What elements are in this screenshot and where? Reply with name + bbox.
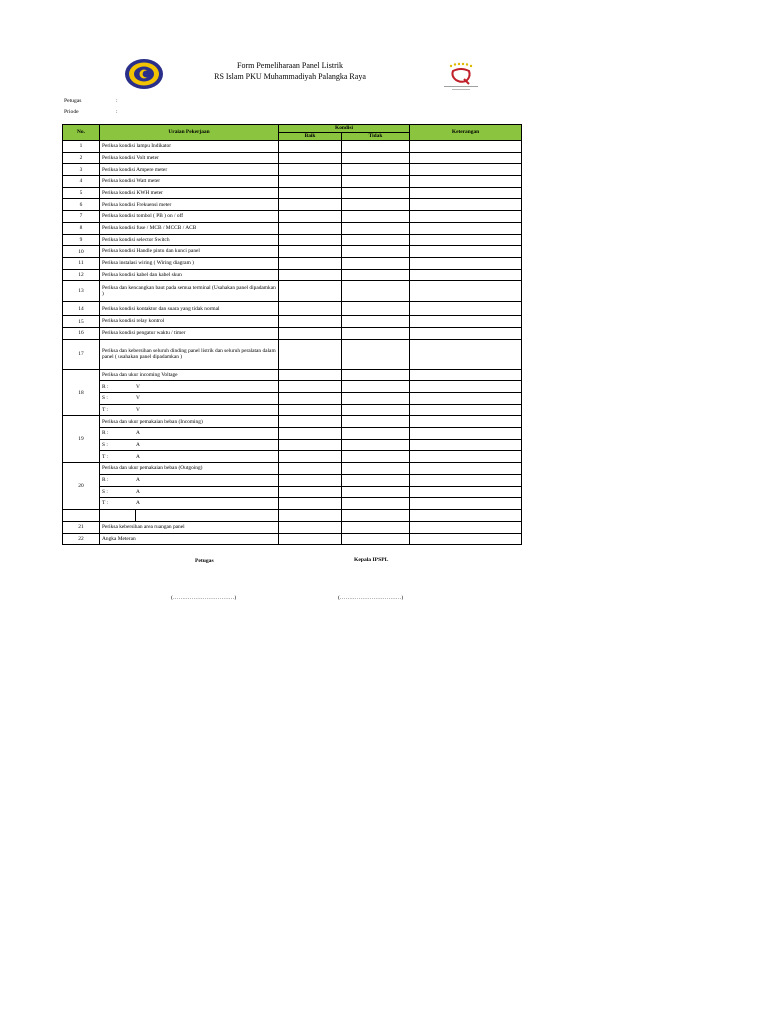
cell-baik[interactable] — [279, 463, 342, 475]
table-row-blank — [63, 509, 522, 521]
cell-tidak[interactable] — [342, 474, 410, 486]
cell-tidak[interactable] — [342, 439, 410, 451]
cell-baik[interactable] — [279, 521, 342, 533]
row-no: 7 — [63, 211, 100, 223]
signature-kepala-title: Kepala IPSPL — [354, 557, 389, 563]
signature-petugas-title: Petugas — [195, 558, 214, 564]
row-measure[interactable] — [100, 393, 279, 405]
row-desc: Periksa dan kencangkan baut pada semua terminal (Usahakan panel dipadamkan ) — [100, 281, 279, 302]
cell-keterangan[interactable] — [410, 339, 522, 369]
cell-keterangan[interactable] — [410, 521, 522, 533]
row-measure[interactable] — [100, 498, 279, 510]
row-no: 4 — [63, 176, 100, 188]
cell-keterangan[interactable] — [410, 404, 522, 416]
row-no: 3 — [63, 164, 100, 176]
row-no: 20 — [63, 463, 100, 510]
row-desc: Periksa kondisi relay kontrol — [100, 316, 279, 328]
phase-label: S : — [102, 395, 108, 402]
cell-tidak[interactable] — [342, 393, 410, 405]
cell-keterangan[interactable] — [410, 176, 522, 188]
table-row — [63, 451, 522, 463]
cell-tidak[interactable] — [342, 257, 410, 269]
cell-keterangan[interactable] — [410, 234, 522, 246]
row-desc: Periksa kondisi Watt meter — [100, 176, 279, 188]
table-row — [63, 463, 522, 475]
row-no: 21 — [63, 521, 100, 533]
cell-tidak[interactable] — [342, 246, 410, 258]
row-no: 2 — [63, 152, 100, 164]
cell-tidak[interactable] — [342, 521, 410, 533]
row-desc: Periksa dan ukur pemakaian beban (Outgoing) — [100, 463, 279, 475]
cell-tidak[interactable] — [342, 199, 410, 211]
cell-tidak[interactable] — [342, 176, 410, 188]
row-desc: Angka Meteran — [100, 533, 279, 545]
cell-keterangan[interactable] — [410, 199, 522, 211]
title-line-1: Form Pemeliharaan Panel Listrik — [237, 61, 343, 70]
phase-label: T : — [102, 406, 109, 413]
row-desc: Periksa kondisi tombol ( PB ) on / off — [100, 211, 279, 223]
row-measure[interactable] — [100, 474, 279, 486]
cell-baik[interactable] — [279, 339, 342, 369]
row-no: 18 — [63, 369, 100, 416]
row-desc: Periksa kondisi Frekuensi meter — [100, 199, 279, 211]
cell-baik[interactable] — [279, 498, 342, 510]
table-row — [63, 222, 522, 234]
table-row — [63, 428, 522, 440]
cell-keterangan[interactable] — [410, 164, 522, 176]
row-desc: Periksa kondisi fuse / MCB / MCCB / ACB — [100, 222, 279, 234]
cell-keterangan[interactable] — [410, 509, 522, 521]
row-desc: Periksa kondisi Handle pintu dan kunci panel — [100, 246, 279, 258]
row-no: 15 — [63, 316, 100, 328]
table-row — [63, 381, 522, 393]
cell-baik[interactable] — [279, 141, 342, 153]
cell-baik[interactable] — [279, 187, 342, 199]
blank-cell[interactable] — [100, 509, 136, 521]
table-row — [63, 199, 522, 211]
row-measure[interactable] — [100, 486, 279, 498]
header-kondisi: Kondisi — [279, 125, 410, 133]
row-desc: Periksa dan ukur incoming Voltage — [100, 369, 279, 381]
cell-baik[interactable] — [279, 222, 342, 234]
header-tidak: Tidak — [342, 133, 410, 141]
cell-baik[interactable] — [279, 404, 342, 416]
cell-baik[interactable] — [279, 257, 342, 269]
table-row — [63, 269, 522, 281]
unit-label: V — [136, 395, 140, 402]
cell-keterangan[interactable] — [410, 222, 522, 234]
phase-label: T : — [102, 453, 109, 460]
unit-label: A — [136, 477, 140, 484]
header-keterangan: Keterangan — [410, 125, 522, 141]
cell-tidak[interactable] — [342, 316, 410, 328]
header-baik: Baik — [279, 133, 342, 141]
cell-tidak[interactable] — [342, 302, 410, 316]
cell-keterangan[interactable] — [410, 428, 522, 440]
cell-keterangan[interactable] — [410, 257, 522, 269]
row-no: 17 — [63, 339, 100, 369]
cell-baik[interactable] — [279, 486, 342, 498]
row-measure[interactable] — [100, 439, 279, 451]
accreditation-logo-icon — [438, 60, 484, 94]
phase-label: R : — [102, 477, 109, 484]
cell-keterangan[interactable] — [410, 269, 522, 281]
table-row — [63, 211, 522, 223]
cell-keterangan[interactable] — [410, 381, 522, 393]
row-desc: Periksa kondisi pengatur waktu / timer — [100, 327, 279, 339]
cell-baik[interactable] — [279, 164, 342, 176]
table-row — [63, 164, 522, 176]
cell-tidak[interactable] — [342, 222, 410, 234]
unit-label: A — [136, 453, 140, 460]
cell-baik[interactable] — [279, 302, 342, 316]
cell-tidak[interactable] — [342, 533, 410, 545]
cell-tidak[interactable] — [342, 416, 410, 428]
table-row — [63, 404, 522, 416]
cell-keterangan[interactable] — [410, 327, 522, 339]
cell-baik[interactable] — [279, 416, 342, 428]
table-row — [63, 281, 522, 302]
meta-periode — [64, 109, 118, 115]
cell-baik[interactable] — [279, 152, 342, 164]
cell-tidak[interactable] — [342, 381, 410, 393]
signature-petugas-line[interactable]: (……………………………) — [171, 595, 237, 601]
unit-label: V — [136, 406, 140, 413]
table-row — [63, 327, 522, 339]
maintenance-table — [62, 124, 522, 545]
unit-label: A — [136, 430, 140, 437]
row-desc: Periksa instalasi wiring ( Wiring diagram ) — [100, 257, 279, 269]
cell-baik[interactable] — [279, 281, 342, 302]
row-no: 11 — [63, 257, 100, 269]
table-row — [63, 498, 522, 510]
table-row — [63, 234, 522, 246]
cell-tidak[interactable] — [342, 486, 410, 498]
unit-label: V — [136, 383, 140, 390]
table-row — [63, 257, 522, 269]
row-measure[interactable] — [100, 428, 279, 440]
cell-baik[interactable] — [279, 474, 342, 486]
table-row — [63, 316, 522, 328]
cell-tidak[interactable] — [342, 451, 410, 463]
cell-baik[interactable] — [279, 211, 342, 223]
row-no: 19 — [63, 416, 100, 463]
hospital-logo-icon — [124, 58, 164, 90]
cell-baik[interactable] — [279, 234, 342, 246]
row-desc: Periksa dan kebersihan seluruh dinding panel listrik dan seluruh peralatan dalam panel ( usahakan panel dipadamkan ) — [100, 339, 279, 369]
row-no: 9 — [63, 234, 100, 246]
cell-keterangan[interactable] — [410, 369, 522, 381]
row-desc: Periksa dan ukur pemakaian beban (Incoming) — [100, 416, 279, 428]
cell-tidak[interactable] — [342, 339, 410, 369]
cell-tidak[interactable] — [342, 187, 410, 199]
cell-keterangan[interactable] — [410, 393, 522, 405]
meta-periode-colon: : — [116, 109, 118, 115]
meta-periode-label: Priode — [64, 109, 79, 115]
phase-label: S : — [102, 441, 108, 448]
phase-label: R : — [102, 430, 109, 437]
cell-tidak[interactable] — [342, 463, 410, 475]
row-measure[interactable] — [100, 451, 279, 463]
table-row — [63, 486, 522, 498]
cell-tidak[interactable] — [342, 141, 410, 153]
phase-label: R : — [102, 383, 109, 390]
row-desc: Periksa kondisi KWH meter — [100, 187, 279, 199]
row-desc: Periksa kondisi lampu Indikator — [100, 141, 279, 153]
cell-tidak[interactable] — [342, 211, 410, 223]
cell-baik[interactable] — [279, 439, 342, 451]
cell-keterangan[interactable] — [410, 486, 522, 498]
signature-kepala-line[interactable]: (……………………………) — [338, 595, 404, 601]
row-desc: Periksa kebersihan area ruangan panel — [100, 521, 279, 533]
cell-keterangan[interactable] — [410, 141, 522, 153]
cell-baik[interactable] — [279, 176, 342, 188]
cell-keterangan[interactable] — [410, 474, 522, 486]
table-row — [63, 439, 522, 451]
cell-baik[interactable] — [279, 246, 342, 258]
row-no: 22 — [63, 533, 100, 545]
cell-tidak[interactable] — [342, 404, 410, 416]
cell-keterangan[interactable] — [410, 316, 522, 328]
row-desc: Periksa kondisi Ampere meter — [100, 164, 279, 176]
cell-baik[interactable] — [279, 381, 342, 393]
row-no: 13 — [63, 281, 100, 302]
cell-keterangan[interactable] — [410, 211, 522, 223]
document-title — [190, 60, 390, 82]
header-uraian: Uraian Pekerjaan — [100, 125, 279, 141]
cell-tidak[interactable] — [342, 152, 410, 164]
blank-cell[interactable] — [63, 509, 100, 521]
table-row — [63, 416, 522, 428]
cell-baik[interactable] — [279, 327, 342, 339]
table-row — [63, 302, 522, 316]
row-measure[interactable] — [100, 381, 279, 393]
cell-tidak[interactable] — [342, 509, 410, 521]
row-desc: Periksa kondisi kontaktor dan suara yang tidak normal — [100, 302, 279, 316]
cell-baik[interactable] — [279, 199, 342, 211]
cell-tidak[interactable] — [342, 498, 410, 510]
cell-tidak[interactable] — [342, 269, 410, 281]
cell-keterangan[interactable] — [410, 533, 522, 545]
phase-label: S : — [102, 488, 108, 495]
row-desc: Periksa kondisi Volt meter — [100, 152, 279, 164]
row-no: 14 — [63, 302, 100, 316]
cell-baik[interactable] — [279, 533, 342, 545]
cell-baik[interactable] — [279, 509, 342, 521]
meta-petugas-colon: : — [116, 98, 118, 104]
blank-cell[interactable] — [136, 509, 279, 521]
cell-keterangan[interactable] — [410, 439, 522, 451]
cell-tidak[interactable] — [342, 164, 410, 176]
unit-label: A — [136, 488, 140, 495]
cell-baik[interactable] — [279, 393, 342, 405]
cell-keterangan[interactable] — [410, 498, 522, 510]
cell-keterangan[interactable] — [410, 281, 522, 302]
table-row — [63, 339, 522, 369]
row-no: 5 — [63, 187, 100, 199]
table-row — [63, 176, 522, 188]
meta-petugas-label: Petugas — [64, 98, 82, 104]
table-row — [63, 141, 522, 153]
phase-label: T : — [102, 500, 109, 507]
row-no: 8 — [63, 222, 100, 234]
cell-tidak[interactable] — [342, 281, 410, 302]
cell-tidak[interactable] — [342, 234, 410, 246]
meta-petugas — [64, 98, 118, 104]
table-row — [63, 246, 522, 258]
table-row — [63, 393, 522, 405]
table-row — [63, 474, 522, 486]
table-row — [63, 152, 522, 164]
table-row — [63, 533, 522, 545]
cell-baik[interactable] — [279, 369, 342, 381]
cell-keterangan[interactable] — [410, 152, 522, 164]
row-no: 1 — [63, 141, 100, 153]
row-desc: Periksa kondisi kabel dan kabel skun — [100, 269, 279, 281]
table-row — [63, 187, 522, 199]
row-no: 16 — [63, 327, 100, 339]
cell-keterangan[interactable] — [410, 416, 522, 428]
cell-keterangan[interactable] — [410, 451, 522, 463]
cell-tidak[interactable] — [342, 327, 410, 339]
row-no: 12 — [63, 269, 100, 281]
cell-keterangan[interactable] — [410, 246, 522, 258]
unit-label: A — [136, 500, 140, 507]
row-measure[interactable] — [100, 404, 279, 416]
cell-baik[interactable] — [279, 269, 342, 281]
cell-keterangan[interactable] — [410, 463, 522, 475]
cell-keterangan[interactable] — [410, 187, 522, 199]
row-no: 6 — [63, 199, 100, 211]
header-no: No. — [63, 125, 100, 141]
cell-tidak[interactable] — [342, 369, 410, 381]
title-line-2: RS Islam PKU Muhammadiyah Palangka Raya — [214, 72, 366, 81]
table-row — [63, 521, 522, 533]
unit-label: A — [136, 441, 140, 448]
table-row — [63, 369, 522, 381]
cell-baik[interactable] — [279, 428, 342, 440]
cell-baik[interactable] — [279, 451, 342, 463]
row-desc: Periksa kondisi selector Switch — [100, 234, 279, 246]
cell-tidak[interactable] — [342, 428, 410, 440]
cell-keterangan[interactable] — [410, 302, 522, 316]
row-no: 10 — [63, 246, 100, 258]
cell-baik[interactable] — [279, 316, 342, 328]
